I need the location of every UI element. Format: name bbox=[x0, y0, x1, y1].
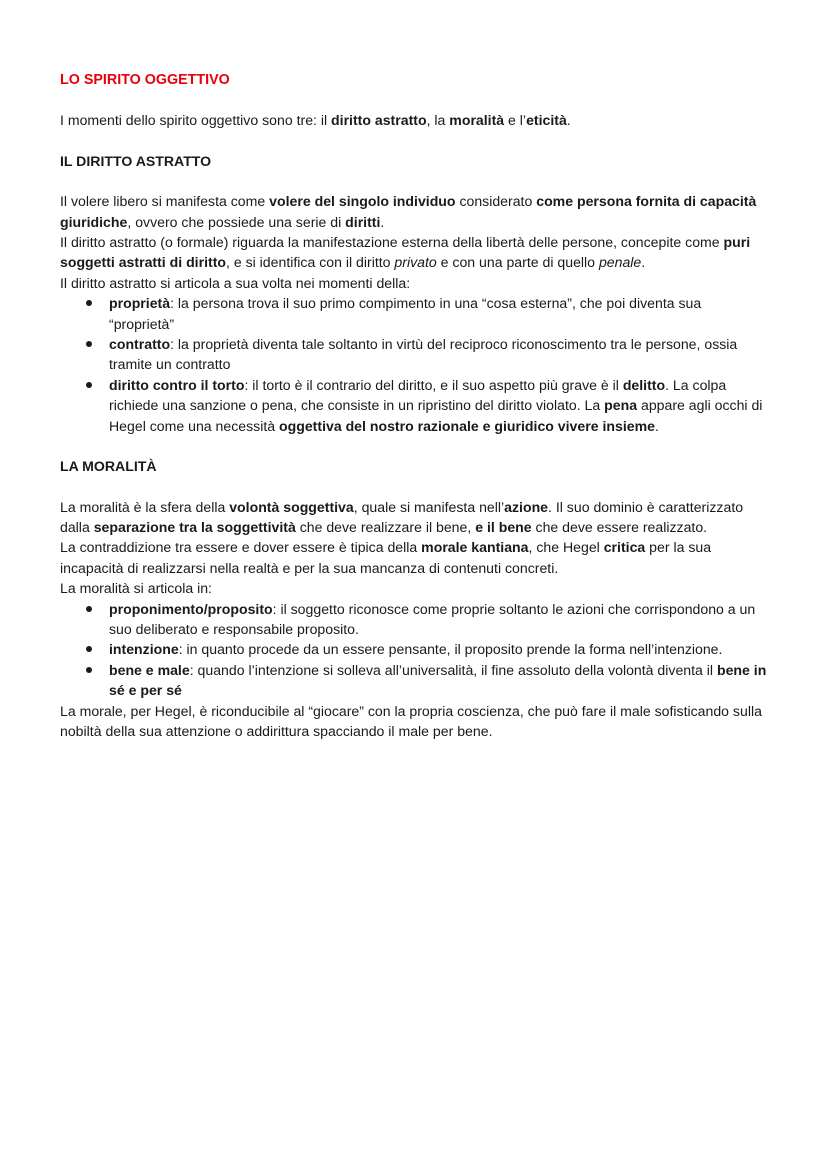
bold-term: volontà soggettiva bbox=[229, 498, 354, 515]
bold-term: contratto bbox=[109, 336, 171, 353]
text-span: . bbox=[654, 417, 659, 434]
bold-term: come persona fornita di capacità giuridiche bbox=[60, 193, 757, 230]
text-span: : la proprietà diventa tale soltanto in virtù del reciproco riconoscimento tra le persone, ossia tramite un contratto bbox=[109, 336, 738, 373]
italic-term: penale bbox=[598, 254, 642, 271]
text-span: : il torto è il contrario del diritto, e il suo aspetto più grave è il bbox=[244, 376, 623, 393]
bold-term: bene in sé e per sé bbox=[109, 661, 767, 699]
list-item bbox=[109, 293, 768, 334]
bold-term: proprietà bbox=[109, 295, 171, 312]
section-heading-diritto: IL DIRITTO ASTRATTO bbox=[60, 152, 212, 169]
text-span: e l’ bbox=[504, 112, 527, 129]
text-span: I momenti dello spirito oggettivo sono tre: il bbox=[60, 112, 332, 129]
moralita-list bbox=[60, 599, 768, 701]
bold-term: puri soggetti astratti di diritto bbox=[60, 234, 751, 271]
text-span: : quando l’intenzione si solleva all’universalità, il fine assoluto della volontà diventa il bbox=[189, 661, 717, 678]
text-span: per la sua incapacità di realizzarsi nella realtà e per la sua mancanza di contenuti concreti. bbox=[60, 539, 712, 576]
list-item bbox=[109, 334, 768, 375]
text-span: La moralità è la sfera della bbox=[60, 498, 230, 515]
intro-paragraph bbox=[60, 110, 768, 130]
moralita-paragraph-4: La morale, per Hegel, è riconducibile al “giocare” con la propria coscienza, che può fare il male sofisticando sulla nobiltà della sua attenzione o addirittura spacciando il male per bene. bbox=[60, 702, 762, 739]
text-span: considerato bbox=[455, 193, 537, 210]
text-span: , la bbox=[426, 112, 450, 129]
text-span: . bbox=[641, 254, 646, 271]
text-span: e con una parte di quello bbox=[436, 254, 599, 271]
moralita-paragraph-1 bbox=[60, 497, 768, 538]
bold-term: oggettiva del nostro razionale e giuridico vivere insieme bbox=[279, 417, 655, 434]
bold-term: e il bene bbox=[475, 518, 532, 535]
text-span: : in quanto procede da un essere pensante, il proposito prende la forma nell’intenzione. bbox=[178, 641, 723, 658]
list-item bbox=[109, 599, 768, 640]
text-span: . Il suo dominio è caratterizzato dalla bbox=[60, 498, 744, 535]
text-span: , ovvero che possiede una serie di bbox=[127, 213, 346, 230]
document-title: LO SPIRITO OGGETTIVO bbox=[60, 72, 230, 88]
bold-term: diritto astratto bbox=[331, 112, 427, 129]
bold-term: pena bbox=[604, 397, 638, 414]
diritto-paragraph-1 bbox=[60, 191, 768, 232]
text-span: . La colpa richiede una sanzione o pena, che consiste in un ripristino del diritto violato. La bbox=[109, 376, 727, 414]
text-span: La contraddizione tra essere e dover essere è tipica della bbox=[60, 539, 422, 556]
bold-term: separazione tra la soggettività bbox=[93, 518, 296, 535]
bold-term: proponimento/proposito bbox=[109, 600, 273, 617]
bold-term: azione bbox=[504, 498, 549, 515]
bold-term: delitto bbox=[622, 376, 666, 393]
text-span: , e si identifica con il diritto bbox=[226, 254, 395, 271]
text-span: che deve essere realizzato. bbox=[531, 518, 708, 535]
diritto-list bbox=[60, 293, 768, 436]
bold-term: critica bbox=[603, 539, 646, 556]
list-item bbox=[109, 639, 768, 659]
bold-term: diritti bbox=[345, 213, 381, 230]
text-span: che deve realizzare il bene, bbox=[295, 518, 476, 535]
bold-term: volere del singolo individuo bbox=[269, 193, 456, 210]
bold-term: intenzione bbox=[109, 641, 179, 658]
text-span: , quale si manifesta nell’ bbox=[353, 498, 505, 515]
text-span: : il soggetto riconosce come proprie soltanto le azioni che corrispondono a un suo deliberato e responsabile proposito. bbox=[109, 600, 756, 637]
text-span: . bbox=[380, 213, 385, 230]
italic-term: privato bbox=[394, 254, 437, 271]
text-span: . bbox=[566, 112, 571, 129]
text-span: appare agli occhi di Hegel come una necessità bbox=[109, 397, 763, 434]
bold-term: eticità bbox=[526, 112, 567, 129]
list-item bbox=[109, 660, 768, 701]
bold-term: bene e male bbox=[109, 661, 190, 678]
list-item bbox=[109, 375, 768, 436]
text-span: , che Hegel bbox=[528, 539, 604, 556]
bold-term: diritto contro il torto bbox=[109, 376, 245, 393]
moralita-paragraph-2 bbox=[60, 537, 768, 578]
diritto-paragraph-3: Il diritto astratto si articola a sua volta nei momenti della: bbox=[60, 274, 411, 291]
text-span: Il diritto astratto (o formale) riguarda la manifestazione esterna della libertà delle persone, concepite come bbox=[60, 234, 724, 251]
moralita-paragraph-3: La moralità si articola in: bbox=[60, 580, 212, 597]
text-span: Il volere libero si manifesta come bbox=[60, 193, 270, 210]
bold-term: morale kantiana bbox=[421, 539, 529, 556]
bold-term: moralità bbox=[449, 112, 505, 129]
diritto-paragraph-2 bbox=[60, 232, 768, 273]
section-heading-moralita: LA MORALITÀ bbox=[60, 458, 157, 475]
text-span: : la persona trova il suo primo compimento in una “cosa esterna”, che poi diventa sua “proprietà” bbox=[109, 295, 702, 332]
